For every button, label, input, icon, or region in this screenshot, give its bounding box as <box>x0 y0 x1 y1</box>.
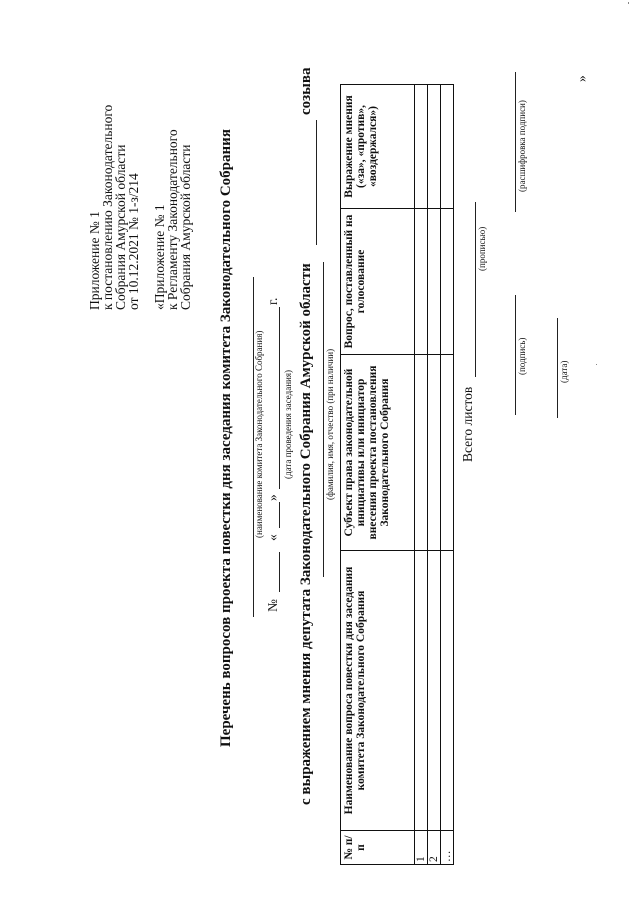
transcript-caption: (расшифровка подписи) <box>517 100 527 192</box>
signature-caption: (подпись) <box>517 337 527 375</box>
appendix-line: «Приложение № 1 <box>152 204 167 310</box>
number-date-line <box>263 0 283 905</box>
row-number: … <box>441 831 454 865</box>
header-question-name: Наименование вопроса повестки дня заседания комитета Законодательного Собрания <box>341 551 415 831</box>
appendix-line: Приложение № 1 <box>87 211 102 310</box>
table-cell <box>441 355 454 551</box>
transcript-line <box>515 72 516 212</box>
number-blank <box>279 552 280 592</box>
table-cell <box>441 209 454 355</box>
row-number: 1 <box>415 831 428 865</box>
header-opinion: Выражение мнения («за», «против», «воздержался») <box>341 85 415 209</box>
date-close-quote: » <box>265 494 280 501</box>
table-cell <box>415 551 428 831</box>
date-open-quote: « <box>265 534 280 541</box>
questions-table <box>340 84 454 865</box>
appendix-line: Собрания Амурской области <box>113 144 128 310</box>
month-year-blank <box>279 307 280 489</box>
year-suffix: г. <box>265 297 280 305</box>
deputy-line-text: с выражением мнения депутата Законодательного Собрания Амурской области <box>298 263 314 805</box>
table-row <box>415 85 428 865</box>
table-cell <box>428 85 441 209</box>
table-cell <box>415 209 428 355</box>
table-cell <box>428 551 441 831</box>
table-cell <box>428 209 441 355</box>
header-initiator: Субъект права законодательной инициативы или инициатор внесения проекта постановления Законодательного Собрания <box>341 355 415 551</box>
table-cell <box>415 355 428 551</box>
day-blank <box>279 502 280 528</box>
signature-line <box>515 295 516 415</box>
row-number: 2 <box>428 831 441 865</box>
table-cell <box>441 551 454 831</box>
table-row <box>428 85 441 865</box>
table-cell <box>441 85 454 209</box>
date-caption: (дата проведения заседания) <box>283 370 293 479</box>
convocation-blank <box>316 120 317 245</box>
fio-line <box>323 262 324 577</box>
appendix-line: к Регламенту Законодательного <box>165 129 180 310</box>
document-title: Перечень вопросов проекта повестки дня заседания комитета Законодательного Собрания <box>218 129 234 747</box>
closing-quote: » <box>574 75 589 82</box>
propisyu-caption: (прописью) <box>477 226 487 271</box>
table-header-row <box>341 85 415 865</box>
scan-mark <box>628 2 629 4</box>
committee-caption: (наименование комитета Законодательного Собрания) <box>254 330 264 538</box>
header-number: № п/п <box>341 831 415 865</box>
convocation-suffix: созыва <box>298 67 314 115</box>
table-cell <box>415 85 428 209</box>
appendix-line: Собрания Амурской области <box>178 144 193 310</box>
appendix-line: к постановлению Законодательного <box>100 104 115 310</box>
date-sign-line <box>557 318 558 418</box>
appendix-block <box>88 105 192 310</box>
appendix-line: от 10.12.2021 № 1-з/214 <box>126 173 141 310</box>
table-cell <box>428 355 441 551</box>
total-sheets-blank <box>475 202 476 377</box>
table-row <box>441 85 454 865</box>
date-sign-caption: (дата) <box>559 360 569 383</box>
scan-mark <box>596 364 597 365</box>
total-sheets-label: Всего листов <box>460 386 475 462</box>
header-vote-question: Вопрос, поставленный на голосование <box>341 209 415 355</box>
number-sign: № <box>265 599 280 612</box>
fio-caption: (фамилия, имя, отчество (при наличии) <box>325 348 335 500</box>
